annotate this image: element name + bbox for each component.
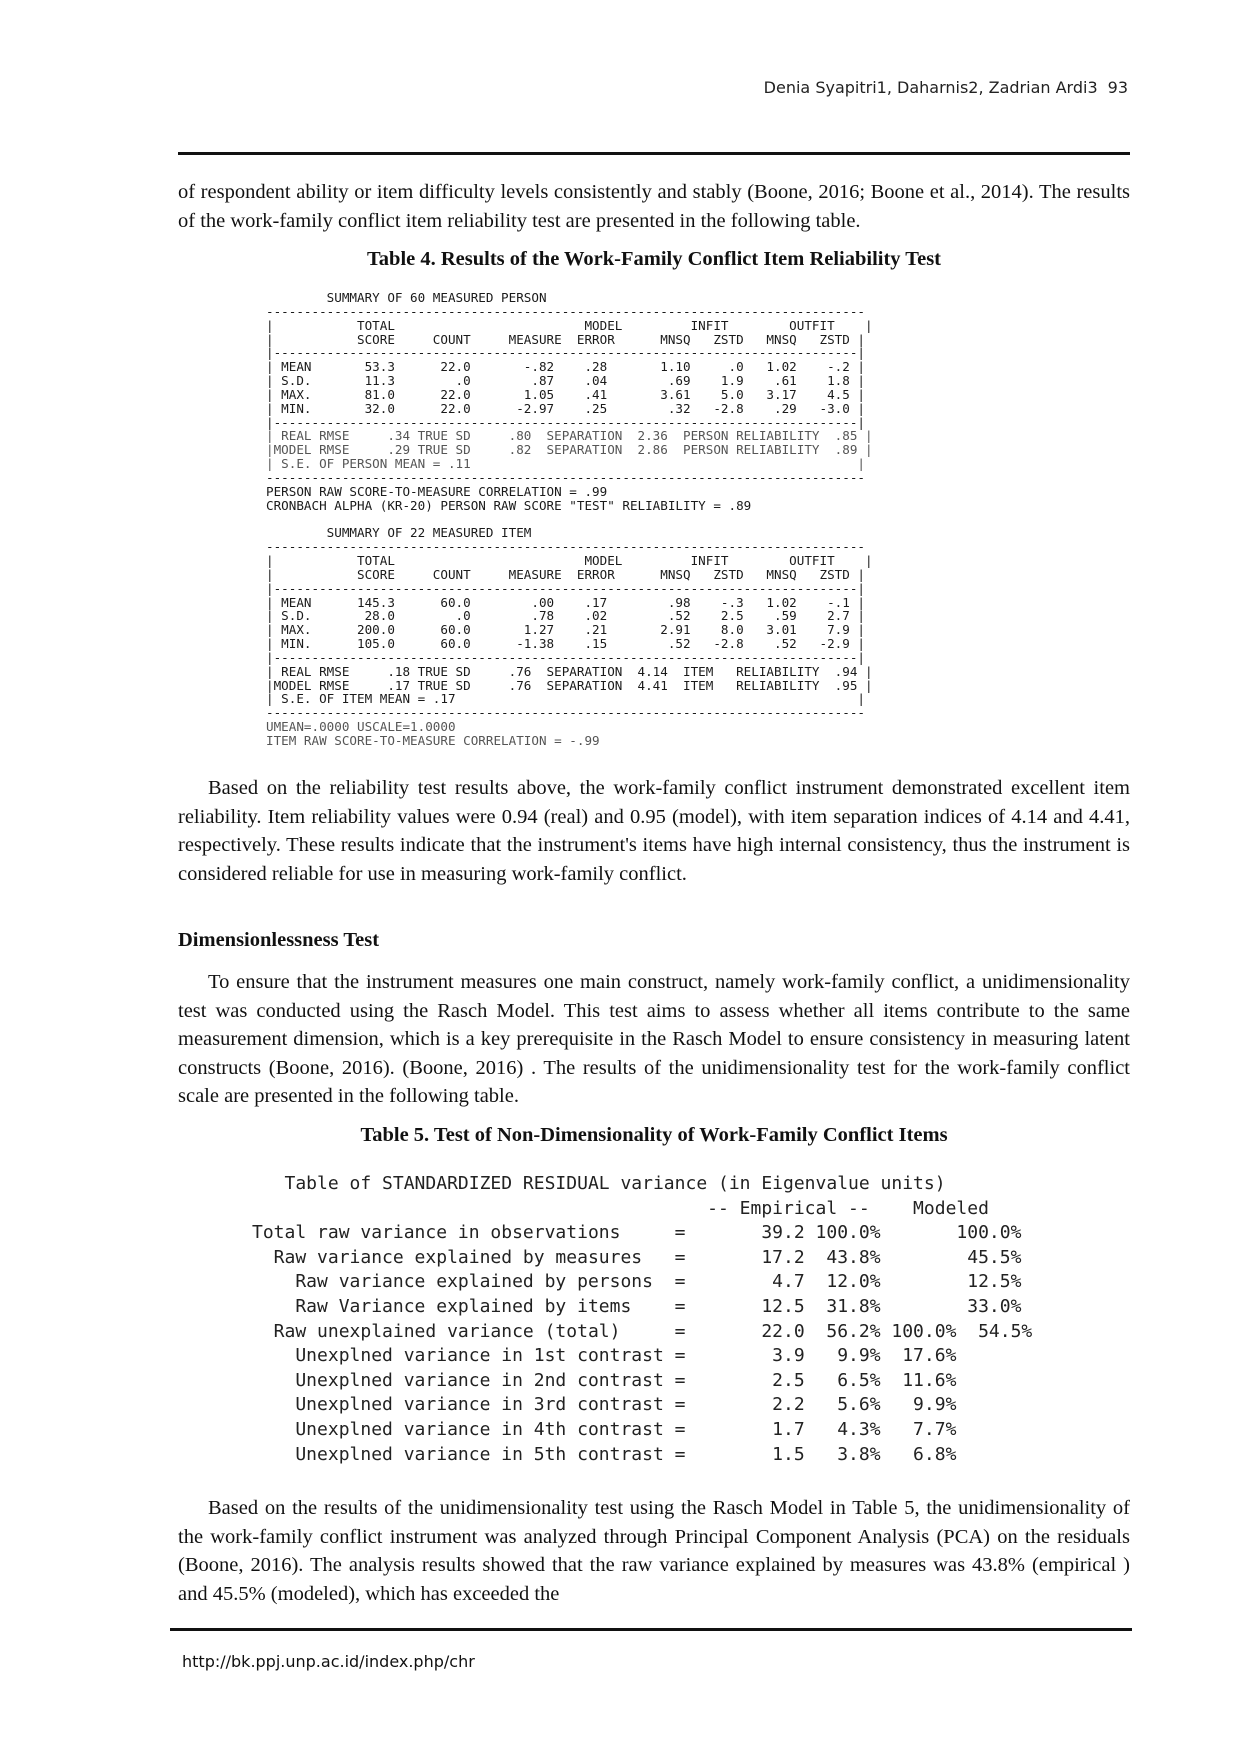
t5-line: Raw unexplained variance (total) = 22.0 56.2% 100.0% 54.5% <box>252 1320 1033 1342</box>
t4-line: UMEAN=.0000 USCALE=1.0000 <box>266 719 456 735</box>
header-rule <box>178 152 1130 155</box>
section-heading: Dimensionlessness Test <box>178 929 380 951</box>
header-authors: Denia Syapitri1, Daharnis2, Zadrian Ardi3 <box>763 78 1098 97</box>
t4-line: | TOTAL MODEL INFIT OUTFIT | <box>266 317 873 333</box>
page-number: 93 <box>1107 78 1128 97</box>
t4-line: | MAX. 81.0 22.0 1.05 .41 3.61 5.0 3.17 4.5 | <box>266 386 865 402</box>
t4-line: | S.D. 11.3 .0 .87 .04 .69 1.9 .61 1.8 | <box>266 373 865 389</box>
paragraph-4: Based on the results of the unidimensionality test using the Rasch Model in Table 5, the unidimensionality of the work-family conflict instrument was analyzed through Principal Component Analysis (PCA) on the residuals (Boone, 2016). The analysis results showed that the raw variance explained by measures was 43.8% (empirical ) and 45.5% (modeled), which has exceeded the <box>178 1497 1130 1605</box>
paragraph-2: Based on the reliability test results above, the work-family conflict instrument demonstrated excellent item reliability. Item reliability values were 0.94 (real) and 0.95 (model), with item separation indices of 4.14 and 4.41, respectively. These results indicate that the instrument's items have high internal consistency, thus the instrument is considered reliable for use in measuring work-family conflict. <box>178 777 1130 885</box>
footer-url[interactable]: http://bk.ppj.unp.ac.id/index.php/chr <box>182 1652 475 1671</box>
t4-line: ------------------------------------------------------------------------------- <box>266 539 865 555</box>
t4-line: ------------------------------------------------------------------------------- <box>266 303 865 319</box>
footer-rule <box>170 1628 1132 1631</box>
t4-line: |MODEL RMSE .17 TRUE SD .76 SEPARATION 4.41 ITEM RELIABILITY .95 | <box>266 677 873 693</box>
t5-line: Unexplned variance in 5th contrast = 1.5 3.8% 6.8% <box>252 1443 957 1465</box>
t4-line: | TOTAL MODEL INFIT OUTFIT | <box>266 553 873 569</box>
paragraph-3: To ensure that the instrument measures one main construct, namely work-family conflict, a unidimensionality test was conducted using the Rasch Model. This test aims to assess whether all items contribute to the same measurement dimension, which is a key prerequisite in the Rasch Model to ensure consistency in measuring latent constructs (Boone, 2016). (Boone, 2016) . The results of the unidimensionality test for the work-family conflict scale are presented in the following table. <box>178 971 1130 1107</box>
t4-line: | MEAN 145.3 60.0 .00 .17 .98 -.3 1.02 -.1 | <box>266 594 865 610</box>
t4-line: |-----------------------------------------------------------------------------| <box>266 345 865 361</box>
t4-line: | S.E. OF ITEM MEAN = .17 | <box>266 691 865 707</box>
t5-line: Raw variance explained by measures = 17.2 43.8% 45.5% <box>252 1246 1022 1268</box>
t4-line: | MIN. 32.0 22.0 -2.97 .25 .32 -2.8 .29 -3.0 | <box>266 400 865 416</box>
t4-line: | SCORE COUNT MEASURE ERROR MNSQ ZSTD MNSQ ZSTD | <box>266 566 865 582</box>
t5-line: Total raw variance in observations = 39.2 100.0% 100.0% <box>252 1222 1022 1244</box>
table-4-caption: Table 4. Results of the Work-Family Conflict Item Reliability Test <box>367 248 941 270</box>
t4-line: PERSON RAW SCORE-TO-MEASURE CORRELATION = .99 <box>266 483 608 499</box>
t4-line: |-----------------------------------------------------------------------------| <box>266 414 865 430</box>
t4-line: SUMMARY OF 60 MEASURED PERSON <box>266 290 547 305</box>
t4-line: |-----------------------------------------------------------------------------| <box>266 580 865 596</box>
running-header <box>764 78 1128 97</box>
t4-line: | REAL RMSE .18 TRUE SD .76 SEPARATION 4.14 ITEM RELIABILITY .94 | <box>266 663 873 679</box>
t4-line: | REAL RMSE .34 TRUE SD .80 SEPARATION 2.36 PERSON RELIABILITY .85 | <box>266 428 873 444</box>
t5-line: Unexplned variance in 3rd contrast = 2.2 5.6% 9.9% <box>252 1394 957 1416</box>
t4-line: ------------------------------------------------------------------------------- <box>266 469 865 485</box>
table-4-winsteps-output <box>266 291 873 748</box>
t5-line: Unexplned variance in 2nd contrast = 2.5 6.5% 11.6% <box>252 1369 957 1391</box>
t4-line: | S.E. OF PERSON MEAN = .11 | <box>266 456 865 472</box>
t5-line: Raw variance explained by persons = 4.7 12.0% 12.5% <box>252 1271 1022 1293</box>
table-5-residual-variance <box>252 1172 1032 1467</box>
t4-line: |-----------------------------------------------------------------------------| <box>266 649 865 665</box>
paragraph-1: of respondent ability or item difficulty levels consistently and stably (Boone, 2016; Boone et al., 2014). The results of the work-family conflict item reliability test are presented in the following table. <box>178 181 1130 232</box>
t4-line: ------------------------------------------------------------------------------- <box>266 705 865 721</box>
t4-line: | S.D. 28.0 .0 .78 .02 .52 2.5 .59 2.7 | <box>266 608 865 624</box>
t4-line: | SCORE COUNT MEASURE ERROR MNSQ ZSTD MNSQ ZSTD | <box>266 331 865 347</box>
t4-line: CRONBACH ALPHA (KR-20) PERSON RAW SCORE "TEST" RELIABILITY = .89 <box>266 497 752 513</box>
t5-line: -- Empirical -- Modeled <box>252 1197 989 1219</box>
table-5-caption: Table 5. Test of Non-Dimensionality of Work-Family Conflict Items <box>360 1124 948 1146</box>
t4-line: | MIN. 105.0 60.0 -1.38 .15 .52 -2.8 .52 -2.9 | <box>266 636 865 652</box>
t5-line: Table of STANDARDIZED RESIDUAL variance (in Eigenvalue units) <box>252 1173 946 1194</box>
t5-line: Unexplned variance in 4th contrast = 1.7 4.3% 7.7% <box>252 1418 957 1440</box>
t4-line: | MEAN 53.3 22.0 -.82 .28 1.10 .0 1.02 -.2 | <box>266 359 865 375</box>
t4-line: SUMMARY OF 22 MEASURED ITEM <box>266 525 532 541</box>
t5-line: Raw Variance explained by items = 12.5 31.8% 33.0% <box>252 1295 1022 1317</box>
t5-line: Unexplned variance in 1st contrast = 3.9 9.9% 17.6% <box>252 1345 957 1367</box>
t4-line: | MAX. 200.0 60.0 1.27 .21 2.91 8.0 3.01 7.9 | <box>266 622 865 638</box>
t4-line: |MODEL RMSE .29 TRUE SD .82 SEPARATION 2.86 PERSON RELIABILITY .89 | <box>266 442 873 458</box>
t4-line: ITEM RAW SCORE-TO-MEASURE CORRELATION = -.99 <box>266 733 600 748</box>
